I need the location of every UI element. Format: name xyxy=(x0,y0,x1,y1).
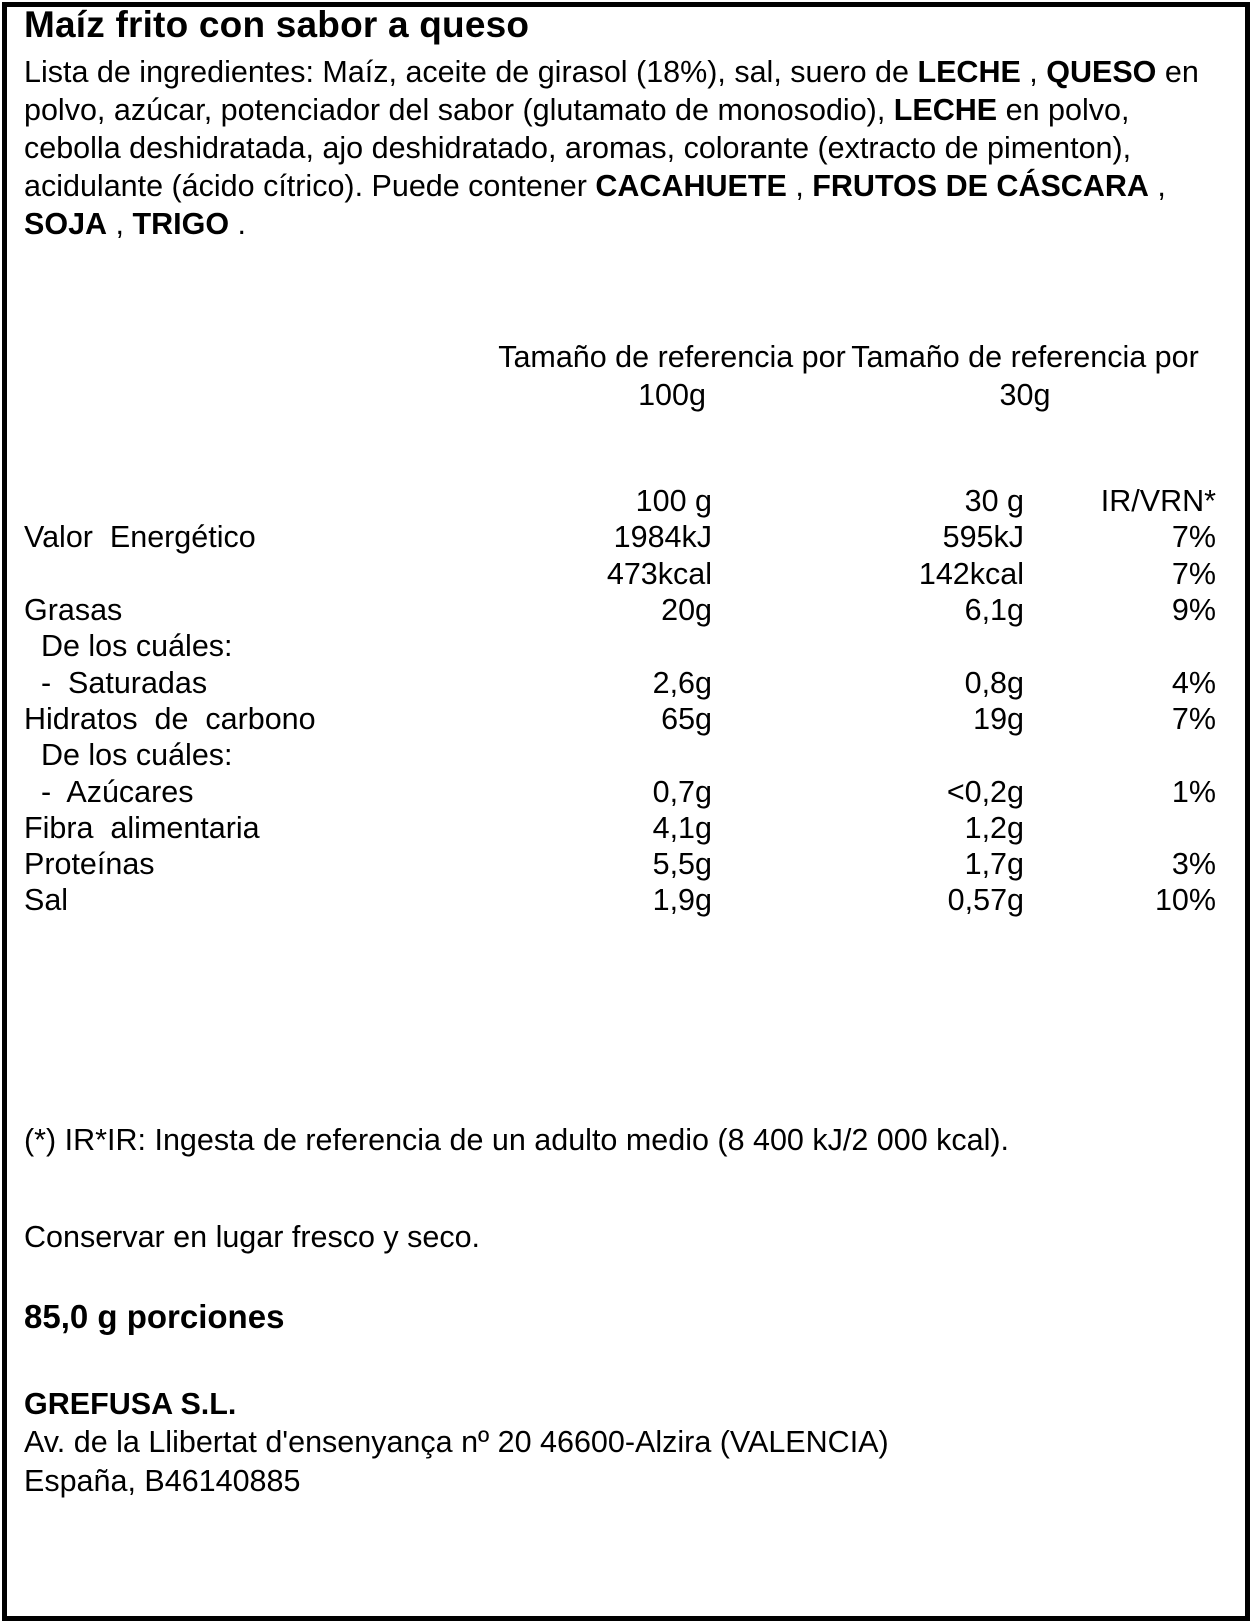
value-30g: 0,8g xyxy=(964,666,1024,700)
ref-header-100-line1: Tamaño de referencia por xyxy=(498,340,846,374)
value-100g: 5,5g xyxy=(652,847,712,881)
nutrient-label: Hidratos de carbono xyxy=(24,702,316,736)
nutrition-row xyxy=(0,664,1250,702)
value-30g: 1,2g xyxy=(964,811,1024,845)
allergen-text: LECHE xyxy=(893,93,998,127)
nutrition-row xyxy=(0,881,1250,919)
nutrition-column-headers xyxy=(0,482,1250,520)
company-country: España, B46140885 xyxy=(24,1464,301,1498)
nutrition-row xyxy=(0,555,1250,593)
value-30g: 595kJ xyxy=(942,520,1024,554)
ingredient-text: , xyxy=(107,207,133,241)
value-30g: 1,7g xyxy=(964,847,1024,881)
nutrient-label: - Saturadas xyxy=(24,666,208,700)
value-ir: 9% xyxy=(1171,593,1216,627)
ingredient-text: Lista de ingredientes: Maíz, aceite de girasol (18%), sal, suero de xyxy=(24,55,918,89)
ingredient-text: en polvo, azúcar, potenciador del sabor (glutamato de monosodio), xyxy=(24,55,1199,127)
storage-instructions: Conservar en lugar fresco y seco. xyxy=(24,1220,481,1254)
ref-header-30 xyxy=(849,338,1201,414)
allergen-text: CACAHUETE xyxy=(595,169,787,203)
company-name: GREFUSA S.L. xyxy=(24,1387,237,1421)
footnote: (*) IR*IR: Ingesta de referencia de un adulto medio (8 400 kJ/2 000 kcal). xyxy=(24,1123,1010,1157)
value-100g: 0,7g xyxy=(652,775,712,809)
ingredient-text: en polvo, cebolla deshidratada, ajo deshidratado, aromas, colorante (extracto de pimenton), acidulante (ácido cítrico). Puede contener xyxy=(24,93,1132,203)
ref-header-30-line2: 30g xyxy=(999,378,1051,412)
value-ir: 3% xyxy=(1171,847,1216,881)
value-100g: 1984kJ xyxy=(613,520,712,554)
nutrition-row xyxy=(0,627,1250,665)
value-ir: 7% xyxy=(1171,557,1216,591)
col-header-30: 30 g xyxy=(964,484,1024,518)
col-header-100: 100 g xyxy=(635,484,712,518)
value-ir: 1% xyxy=(1171,775,1216,809)
value-100g: 65g xyxy=(661,702,712,736)
value-30g: 19g xyxy=(973,702,1024,736)
value-ir: 7% xyxy=(1171,702,1216,736)
nutrient-label: - Azúcares xyxy=(24,775,194,809)
net-weight: 85,0 g porciones xyxy=(24,1298,285,1335)
col-header-ir: IR/VRN* xyxy=(1100,484,1216,518)
value-100g: 4,1g xyxy=(652,811,712,845)
nutrition-row xyxy=(0,809,1250,847)
nutrient-label: Fibra alimentaria xyxy=(24,811,260,845)
nutrient-label: De los cuáles: xyxy=(24,738,233,772)
nutrient-label: Grasas xyxy=(24,593,123,627)
value-100g: 473kcal xyxy=(606,557,712,591)
ingredients-list xyxy=(24,53,1229,243)
nutrition-row xyxy=(0,736,1250,774)
value-30g: 0,57g xyxy=(947,883,1024,917)
ingredient-text: , xyxy=(1020,55,1047,89)
allergen-text: SOJA xyxy=(24,207,108,241)
nutrient-label: Valor Energético xyxy=(24,520,256,554)
nutrient-label: Sal xyxy=(24,883,69,917)
allergen-text: QUESO xyxy=(1046,55,1157,89)
nutrition-row xyxy=(0,518,1250,556)
value-100g: 20g xyxy=(661,593,712,627)
allergen-text: FRUTOS DE CÁSCARA xyxy=(812,169,1149,203)
product-title: Maíz frito con sabor a queso xyxy=(24,4,530,45)
ref-header-100-line2: 100g xyxy=(638,378,706,412)
nutrition-row xyxy=(0,773,1250,811)
ref-header-30-line1: Tamaño de referencia por xyxy=(851,340,1199,374)
value-ir: 7% xyxy=(1171,520,1216,554)
ref-header-100 xyxy=(497,338,847,414)
value-30g: 6,1g xyxy=(964,593,1024,627)
ingredient-text: , xyxy=(786,169,813,203)
ingredient-text: , xyxy=(1148,169,1166,203)
nutrition-row xyxy=(0,845,1250,883)
value-ir: 10% xyxy=(1154,883,1216,917)
value-30g: <0,2g xyxy=(946,775,1024,809)
nutrition-row xyxy=(0,700,1250,738)
allergen-text: TRIGO xyxy=(132,207,230,241)
ingredient-text: . xyxy=(229,207,247,241)
value-100g: 1,9g xyxy=(652,883,712,917)
value-100g: 2,6g xyxy=(652,666,712,700)
allergen-text: LECHE xyxy=(917,55,1021,89)
nutrient-label: Proteínas xyxy=(24,847,155,881)
value-30g: 142kcal xyxy=(918,557,1024,591)
nutrition-row xyxy=(0,591,1250,629)
nutrient-label: De los cuáles: xyxy=(24,629,233,663)
value-ir: 4% xyxy=(1171,666,1216,700)
company-address: Av. de la Llibertat d'ensenyança nº 20 46600-Alzira (VALENCIA) xyxy=(24,1425,889,1459)
